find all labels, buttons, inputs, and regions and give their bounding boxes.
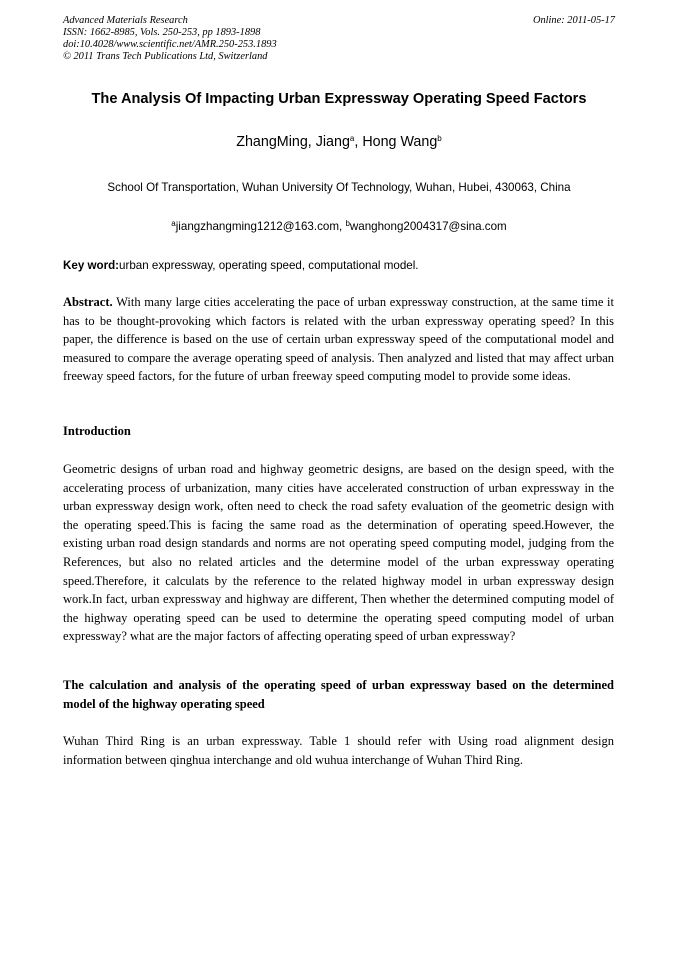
email-address: wanghong2004317@sina.com [349,220,507,233]
author-affiliation-mark: b [437,134,442,143]
issn-line: ISSN: 1662-8985, Vols. 250-253, pp 1893-1898 [63,27,261,38]
abstract [63,293,614,386]
author-name: ZhangMing, Jiang [236,134,350,150]
online-date: Online: 2011-05-17 [532,15,615,26]
section-heading-calculation: The calculation and analysis of the operating speed of urban expressway based on the determined model of the highway operating speed [63,678,614,711]
keywords [63,259,419,273]
email-mark: b [345,219,350,228]
author-affiliation-mark: a [349,134,355,143]
introduction-paragraph: Geometric designs of urban road and highway geometric designs, are based on the design speed, with the accelerating process of urbanization, many cities have accelerated construction of urban expressway in the urban expressway design work, often need to check the road safety evaluation of the geometric design with the operating speed.This is facing the same road as the determination of operating speed.However, the existing urban road design standards and norms are not operating speed computing model, judging from the References, but also no related articles and the determine model of the urban expressway operating speed.Therefore, it calculats by the reference to the related highway model in urban expressway design work.In fact, urban expressway and highway are different, Then whether the determined computing model of the highway operating speed can be used to determine the operating speed computing model of urban expressway? what are the major factors of affecting operating speed of urban expressway? [63,462,614,644]
journal-name: Advanced Materials Research [63,15,188,26]
abstract-text: With many large cities accelerating the pace of urban expressway construction, at the same time it has to be thought-provoking which factors is related with the urban expressway operating speed? In this paper, the difference is based on the use of certain urban expressway speed of the computational model and measured to compare the average operating speed of analysis. Then analyzed and listed that may affect urban freeway speed factors, for the future of urban freeway speed computing model to provide some ideas. [63,295,614,384]
email-separator: , [338,220,346,233]
affiliation: School Of Transportation, Wuhan University Of Technology, Wuhan, Hubei, 430063, China [107,181,571,194]
copyright-line: © 2011 Trans Tech Publications Ltd, Switzerland [63,51,268,62]
author-name: Hong Wang [362,134,438,150]
author-separator: , [354,134,363,150]
calculation-paragraph: Wuhan Third Ring is an urban expressway. Table 1 should refer with Using road alignment design information between qinghua interchange and old wuhua interchange of Wuhan Third Ring. [63,734,614,767]
email-mark: a [171,219,176,228]
abstract-label: Abstract. [63,295,113,309]
keywords-label: Key word: [63,259,120,272]
email-line [0,220,678,234]
doi-line: doi:10.4028/www.scientific.net/AMR.250-253.1893 [63,39,277,50]
journal-header [63,15,277,63]
section-heading-introduction: Introduction [63,424,131,438]
paper-title: The Analysis Of Impacting Urban Expressway Operating Speed Factors [91,91,587,107]
email-address: jiangzhangming1212@163.com [175,220,339,233]
author-line [0,133,678,151]
keywords-text: urban expressway, operating speed, computational model. [119,259,419,272]
